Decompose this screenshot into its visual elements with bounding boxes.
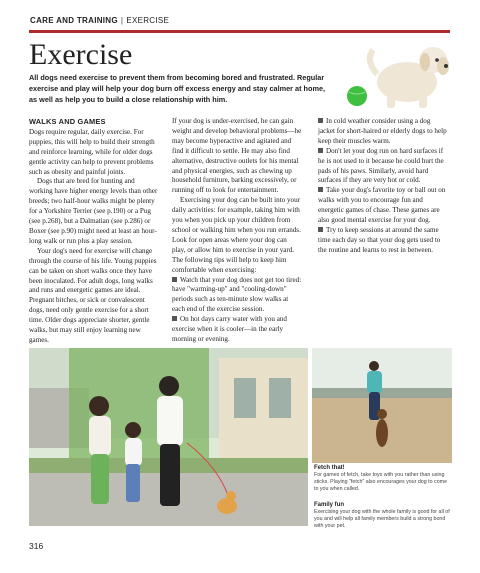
bullet-item	[172, 315, 302, 345]
paragraph: Dogs that are bred for hunting and working have higher energy levels than other breeds; two half-hour walks might be plenty for a Yorkshire Terrier (see p.190) or a Pug (see p.268), but a Dalmatian (see p.286) or Boxer (see p.90) might need at least an hour-long walk or run plus a play session.	[29, 177, 158, 245]
column-1	[29, 117, 159, 346]
bullet-item	[318, 186, 448, 226]
caption-title: Fetch that!	[314, 465, 345, 471]
caption-title: Family fun	[314, 502, 345, 508]
bullet-square-icon	[172, 316, 177, 321]
section-name: CARE AND TRAINING	[30, 16, 118, 25]
bullet-text: Take your dog's favorite toy or ball out on walks with you to encourage fun and energetic games of chase. These games are also good mental exercise for your dog.	[318, 186, 446, 225]
column-2	[172, 117, 302, 345]
caption-text: Exercising your dog with the whole family is good for all of you and will help all family members build a strong bond with your pet.	[314, 509, 450, 529]
bullet-item	[172, 276, 302, 316]
paragraph: Your dog's need for exercise will change through the course of his life. Young puppies can be taken on short walks once they have been inoculated. For adult dogs, long walks and runs and energetic games are ideal. Pregnant bitches, or sick or convalescent dogs, need only gentle exercise for a short time. Older dogs appreciate shorter, gentle walks, but may still enjoy learning new games.	[29, 246, 157, 344]
page-number: 316	[29, 541, 44, 551]
intro-paragraph: All dogs need exercise to prevent them from becoming bored and frustrated. Regular exercise and play will help your dog burn off excess energy and stay calmer at home, as well as help you to build a close relationship with him.	[29, 73, 326, 105]
column-3	[318, 117, 448, 256]
bullet-text: On hot days carry water with you and exercise when it is cooler—in the early morning or evening.	[172, 315, 287, 343]
woman-playing-fetch-photo	[312, 348, 452, 463]
bullet-text: Try to keep sessions at around the same time each day so that your dog gets used to the routine and learns to rest in between.	[318, 225, 441, 254]
bullet-text: Watch that your dog does not get too tired: have "warming-up" and "cooling-down" periods such as ten-minute slow walks at each end of the exercise session.	[172, 275, 302, 314]
paragraph: Exercising your dog can be built into your daily activities: for example, taking him with you when you pick up your children from school or walking him when you run errands. Look for open areas where your dog can play, or allow him to exercise in your yard. The following tips will help to keep him comfortable when exercising:	[172, 196, 301, 274]
page-title: Exercise	[29, 38, 133, 71]
bullet-item	[318, 226, 448, 256]
bullet-square-icon	[318, 148, 323, 153]
bullet-square-icon	[318, 227, 323, 232]
bullet-square-icon	[172, 277, 177, 282]
bullet-item	[318, 117, 448, 147]
section-heading: WALKS AND GAMES	[29, 117, 106, 126]
paragraph: If your dog is under-exercised, he can gain weight and develop behavioral problems—he may become hyperactive and agitated and find it difficult to settle. He may also find alternative, destructive outlets for his mental and physical energies, such as chewing up household furniture, barking excessively, or running off to look for entertainment.	[172, 117, 302, 195]
section-label	[30, 16, 169, 25]
paragraph: Dogs require regular, daily exercise. For puppies, this will help to build their strength and reinforce learning, while for older dogs gentle activity can help to prevent problems such as obesity and painful joints.	[29, 127, 155, 176]
puppy-with-ball-photo	[335, 38, 455, 116]
section-separator: |	[120, 16, 124, 25]
family-walking-dog-photo	[29, 348, 308, 526]
caption-family	[314, 502, 452, 530]
caption-fetch	[314, 465, 452, 493]
subsection-name: EXERCISE	[126, 16, 170, 25]
caption-text: For games of fetch, take toys with you rather than using sticks. Playing "fetch" also encourages your dog to come to you when called.	[314, 472, 448, 492]
header-rule	[29, 30, 450, 33]
bullet-item	[318, 147, 448, 187]
bullet-text: In cold weather consider using a dog jacket for short-haired or elderly dogs to help keep their muscles warm.	[318, 117, 447, 145]
bullet-square-icon	[318, 118, 323, 123]
bullet-square-icon	[318, 187, 323, 192]
bullet-text: Don't let your dog run on hard surfaces if he is not used to it because he could hurt the pads of his paws. Similarly, avoid hard surfaces if they are very hot or cold.	[318, 146, 444, 185]
